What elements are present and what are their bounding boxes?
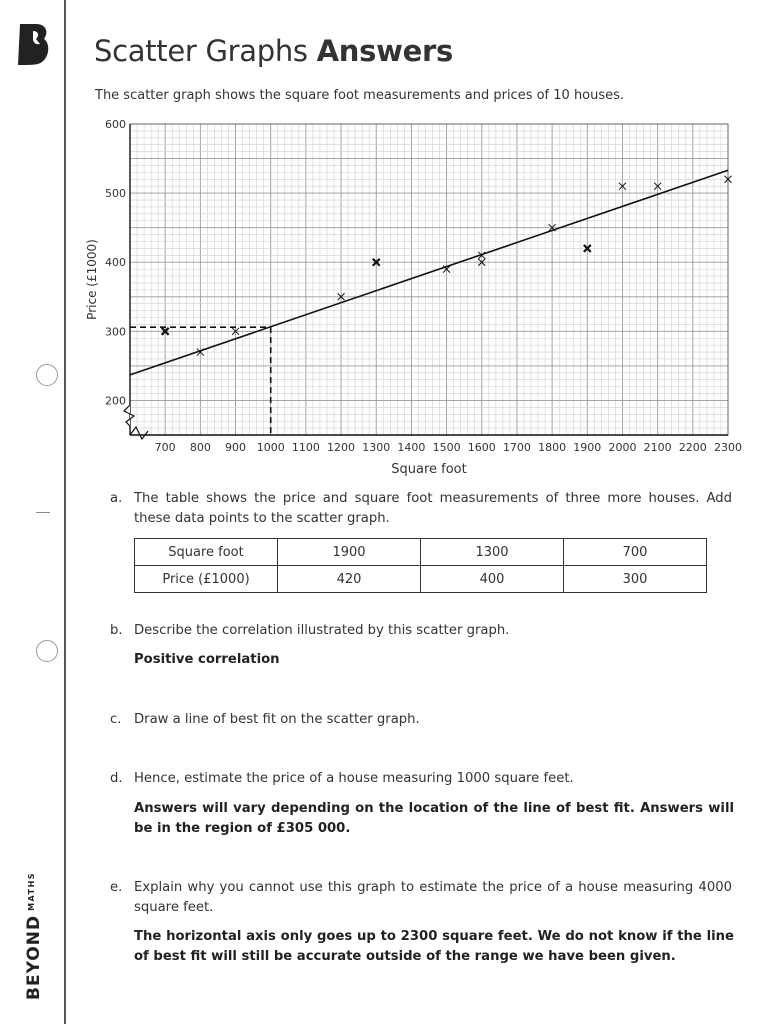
x-axis-title: Square foot <box>391 462 467 477</box>
x-tick-label: 700 <box>154 441 176 454</box>
question-label: e. <box>110 880 123 895</box>
x-tick-label: 1200 <box>327 441 356 454</box>
question-e <box>110 878 732 917</box>
y-tick-label: 300 <box>105 325 126 339</box>
table-cell: 700 <box>564 539 707 566</box>
y-tick-label: 200 <box>105 394 126 408</box>
x-tick-label: 1500 <box>432 441 461 454</box>
question-d <box>110 769 732 789</box>
answer-d: Answers will vary depending on the location of the line of best fit. Answers will be in the region of £305 000. <box>134 801 734 836</box>
question-text: Draw a line of best fit on the scatter graph. <box>134 712 420 727</box>
x-tick-label: 2300 <box>714 441 742 454</box>
question-label: b. <box>110 623 123 638</box>
scatter-chart <box>80 115 750 481</box>
question-text: Describe the correlation illustrated by this scatter graph. <box>134 623 510 638</box>
intro-text: The scatter graph shows the square foot measurements and prices of 10 houses. <box>95 88 625 103</box>
question-text: Explain why you cannot use this graph to estimate the price of a house measuring 4000 square feet. <box>134 880 732 915</box>
answer-b: Positive correlation <box>134 652 280 667</box>
page-title <box>94 34 453 68</box>
question-label: d. <box>110 771 123 786</box>
brand-big: BEYOND <box>24 914 44 1000</box>
x-tick-label: 1700 <box>502 441 531 454</box>
table-cell: 300 <box>564 566 707 593</box>
question-text: Hence, estimate the price of a house measuring 1000 square feet. <box>134 771 574 786</box>
brand-small: MATHS <box>27 871 36 911</box>
question-label: a. <box>110 491 123 506</box>
x-axis-break <box>130 427 148 439</box>
x-tick-label: 2000 <box>608 441 637 454</box>
x-tick-label: 1600 <box>467 441 496 454</box>
data-table <box>134 538 707 593</box>
table-cell: 1900 <box>278 539 421 566</box>
x-tick-label: 800 <box>189 441 211 454</box>
table-cell: 1300 <box>421 539 564 566</box>
margin-line <box>64 0 66 1024</box>
x-tick-label: 1100 <box>291 441 320 454</box>
question-c <box>110 710 732 730</box>
table-header-cell: Price (£1000) <box>135 566 278 593</box>
x-tick-label: 1800 <box>538 441 567 454</box>
question-b <box>110 621 732 641</box>
x-tick-label: 900 <box>225 441 247 454</box>
table-header-cell: Square foot <box>135 539 278 566</box>
y-axis-break <box>124 405 134 426</box>
y-tick-label: 500 <box>105 187 126 201</box>
x-tick-label: 2100 <box>643 441 672 454</box>
x-tick-label: 1400 <box>397 441 426 454</box>
y-axis-title: Price (£1000) <box>85 239 99 320</box>
answer-e: The horizontal axis only goes up to 2300 square feet. We do not know if the line of best fit will still be accurate outside of the range we have been given. <box>134 929 734 964</box>
beyond-logo-icon <box>16 22 50 66</box>
x-tick-label: 1900 <box>573 441 602 454</box>
y-tick-label: 400 <box>105 256 126 270</box>
table-cell: 400 <box>421 566 564 593</box>
question-a <box>110 489 732 528</box>
fold-mark <box>36 512 50 513</box>
title-light: Scatter Graphs <box>94 34 308 68</box>
table-row <box>135 539 707 566</box>
question-text: The table shows the price and square foot measurements of three more houses. Add these data points to the scatter graph. <box>134 491 732 526</box>
y-tick-label: 600 <box>105 118 126 131</box>
binder-hole <box>36 640 58 662</box>
binder-hole <box>36 364 58 386</box>
best-fit-line <box>130 170 728 375</box>
x-tick-label: 2200 <box>678 441 707 454</box>
question-label: c. <box>110 712 122 727</box>
table-cell: 420 <box>278 566 421 593</box>
x-tick-label: 1000 <box>256 441 285 454</box>
plot-frame <box>130 124 728 435</box>
brand-wordmark <box>24 872 44 1000</box>
title-bold: Answers <box>316 34 453 68</box>
x-tick-label: 1300 <box>362 441 391 454</box>
table-row <box>135 566 707 593</box>
